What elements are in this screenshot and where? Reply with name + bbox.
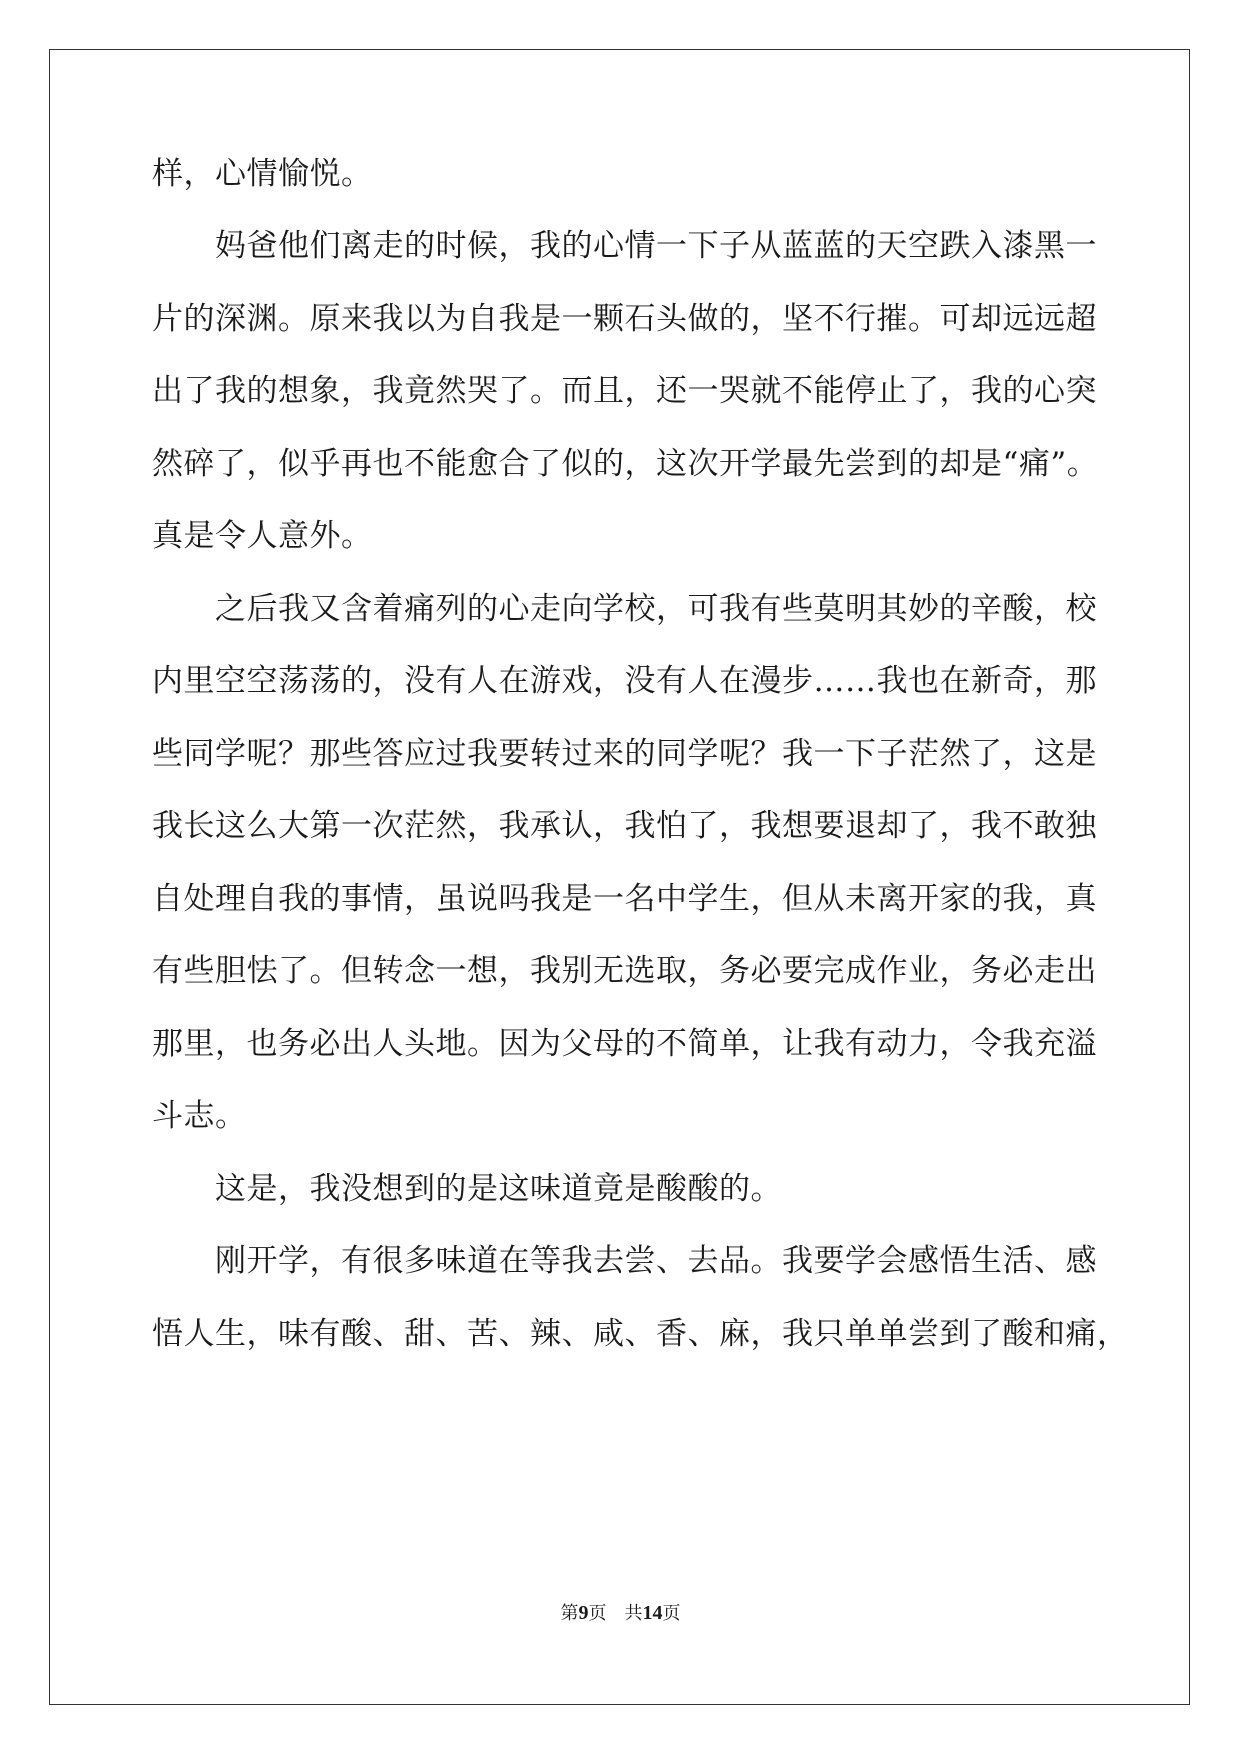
text-line: 样，心情愉悦。 xyxy=(152,156,373,192)
text-line: 之后我又含着痛列的心走向学校，可我有些莫明其妙的辛酸，校 xyxy=(152,591,1097,627)
total-prefix: 共 xyxy=(624,1603,643,1624)
text-line: 片的深渊。原来我以为自我是一颗石头做的，坚不行摧。可却远远超 xyxy=(152,301,1097,337)
text-line: 斗志。 xyxy=(152,1098,247,1134)
page-number: 9 xyxy=(578,1602,589,1624)
text-line: 然碎了，似乎再也不能愈合了似的，这次开学最先尝到的却是“痛”。 xyxy=(152,446,1099,482)
page-suffix: 页 xyxy=(588,1603,607,1624)
page-footer xyxy=(0,1601,1241,1626)
text-line: 出了我的想象，我竟然哭了。而且，还一哭就不能停止了，我的心突 xyxy=(152,373,1097,409)
text-line: 悟人生，味有酸、甜、苦、辣、咸、香、麻，我只单单尝到了酸和痛， xyxy=(152,1316,1129,1352)
text-line: 真是令人意外。 xyxy=(152,518,373,554)
text-line: 妈爸他们离走的时候，我的心情一下子从蓝蓝的天空跌入漆黑一 xyxy=(152,228,1097,264)
total-pages: 14 xyxy=(642,1602,663,1624)
text-line: 些同学呢？那些答应过我要转过来的同学呢？我一下子茫然了，这是 xyxy=(152,736,1097,772)
text-line: 这是，我没想到的是这味道竟是酸酸的。 xyxy=(152,1171,782,1207)
text-line: 我长这么大第一次茫然，我承认，我怕了，我想要退却了，我不敢独 xyxy=(152,808,1097,844)
page-border xyxy=(49,49,1190,1705)
text-line: 有些胆怯了。但转念一想，我别无选取，务必要完成作业，务必走出 xyxy=(152,953,1097,989)
page-prefix: 第 xyxy=(560,1603,579,1624)
total-suffix: 页 xyxy=(662,1603,681,1624)
text-line: 那里，也务必出人头地。因为父母的不简单，让我有动力，令我充溢 xyxy=(152,1026,1097,1062)
text-line: 自处理自我的事情，虽说吗我是一名中学生，但从未离开家的我，真 xyxy=(152,881,1097,917)
text-line: 刚开学，有很多味道在等我去尝、去品。我要学会感悟生活、感 xyxy=(152,1243,1097,1279)
text-line: 内里空空荡荡的，没有人在游戏，没有人在漫步……我也在新奇，那 xyxy=(152,663,1097,699)
